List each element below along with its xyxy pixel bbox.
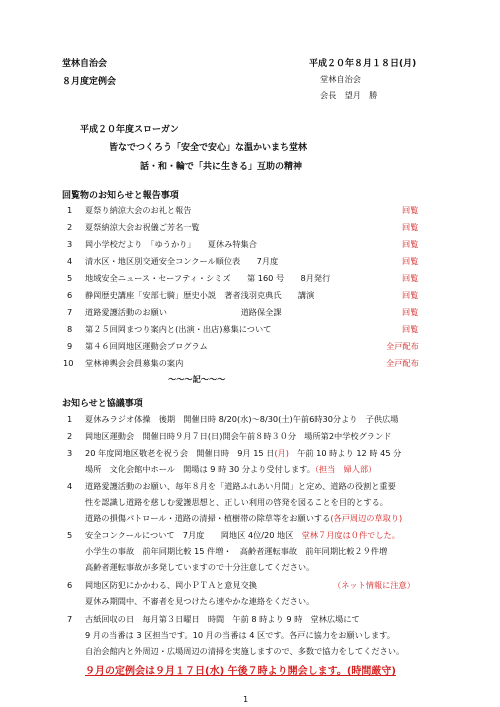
section-heading-circulars: 回覧物のお知らせと報告事項 [62,191,179,201]
org-name: 堂林自治会 [62,59,108,69]
section-heading-notices: お知らせと協議事項 [62,399,143,409]
notice-item-1: 1 夏休みラジオ体操 後期 開催日時 8/20(水)～8/30(土)午前6時30分より 子供広場 [67,414,399,424]
page-number: 1 [243,694,249,704]
notice-item-4: 4 道路愛護活動のお願い、毎年８月を「道路ふれあい月間」と定め、道路の役割と重要 [67,481,396,491]
slogan-title: 平成２０年度スローガン [80,125,179,135]
distribution-note: 回覧 [402,256,419,266]
slogan-line-2: 話・和・輪で「共に生きる」互助の精神 [140,162,303,172]
list-item: 7 道路愛護活動のお願い 道路保全課 [67,307,282,317]
distribution-note: 回覧 [402,222,419,232]
issuer: 堂林自治会 [320,74,361,84]
list-item: 9 第４６回岡地区運動会プログラム [67,341,208,351]
notice-item-4-line-3: 道路の損傷パトロール・道路の清掃・植樹帯の除草等をお願いする(各戸周辺の草取り) [85,513,403,523]
list-item: 6 静岡歴史講座「安部七騎」歴史小説 著者浅羽克典氏 講演 [67,290,315,300]
notice-item-7-line-2: 9 月の当番は 3 区担当です。10 月の当番は 4 区です。各戸に協力をお願いします。 [85,630,395,640]
distribution-note: 回覧 [402,324,419,334]
list-item: 2 夏祭納涼大会お祝儀ご芳名一覧 [67,222,200,232]
distribution-note: 全戸配布 [386,341,419,351]
notice-item-5: 5 安全コンクールについて 7月度 岡地区 4位/20 地区 堂林７月度は０件でした。 [67,530,400,540]
chair: 会長 望月 勝 [320,90,378,100]
document-date: 平成２０年８月１８日(月) [309,59,417,69]
distribution-note: 全戸配布 [386,358,419,368]
list-item: 4 清水区・地区別交通安全コンクール順位表 7月度 [67,256,279,266]
distribution-note: 回覧 [402,307,419,317]
distribution-note: 回覧 [402,273,419,283]
notice-item-7: 7 古紙回収の日 毎月第３日曜日 時間 午前 8 時より 9 時 堂林広場にて [67,614,360,624]
notice-item-2: 2 岡地区運動会 開催日時９月７日(日)開会午前８時３０分 場所第2中学校グランド [67,431,392,441]
list-item: 10 堂林神輿会会員募集の案内 [63,358,184,368]
distribution-note: 回覧 [402,239,419,249]
list-item: 5 地域安全ニュース・セーフティ・シミズ 第 160 号 8月発行 [67,273,331,283]
notice-item-7-line-3: 自治会館内と外周辺・広場周辺の清掃を実施しますので、多数で協力をしてください。 [85,646,405,656]
notice-item-3: 3 20 年度岡地区敬老を祝う会 開催日時 9月 15 日(月) 午前 10 時より 12 時 45 分 [67,448,402,458]
distribution-note: 回覧 [402,290,419,300]
list-item: 8 第２５回岡まつり案内と(出演・出店)募集について [67,324,272,334]
notice-item-4-line-2: 性を認識し道路を慈しむ愛護思想と、正しい利用の啓発を図ることを目的とする。 [85,497,388,507]
list-item: 1 夏祭り納涼大会のお礼と報告 [67,205,192,215]
notice-item-5-line-2: 小学生の事故 前年同期比較 15 件増・ 高齢者運転事故 前年同期比較２９件増 [85,546,388,556]
distribution-note: 回覧 [402,205,419,215]
notice-item-5-line-3: 高齢者運転事故が多発していますので十分注意してください。 [85,562,315,572]
list-item: 3 岡小学校だより 「ゆうかり」 夏休み特集合 [67,239,257,249]
notice-item-3-venue: 場所 文化会館中ホール 開場は 9 時 30 分より受付します。（担当 婦人部） [85,464,377,474]
slogan-line-1: 皆なでつくろう「安全で安心」な温かいまち堂林 [109,143,308,153]
notice-item-6-warning: （ネット情報に注意） [333,580,415,590]
next-meeting-notice: ９月の定例会は９月１７日(水) 午後７時より開会します。(時間厳守) [85,666,396,677]
meeting-name: ８月度定例会 [62,77,117,87]
notice-item-6: 6 岡地区防犯にかかわる、岡小ＰＴＡと意見交換 [67,580,257,590]
end-mark: ～～～記～～～ [168,374,226,384]
notice-item-6-line-2: 夏休み期間中、不審者を見つけたら速やかな連絡をください。 [85,596,315,606]
